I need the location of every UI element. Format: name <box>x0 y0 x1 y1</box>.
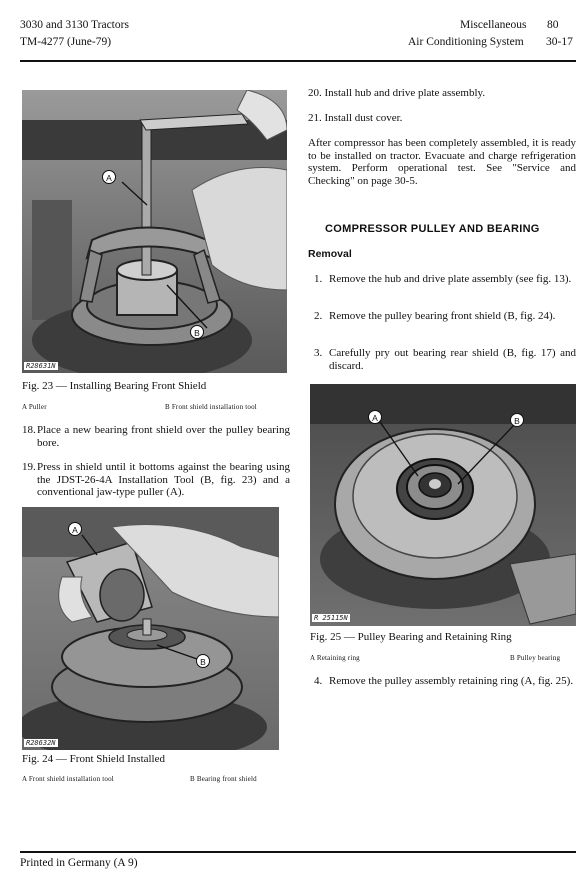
fig25-caption: Fig. 25 — Pulley Bearing and Retaining Ring <box>310 631 512 643</box>
fig25-legend-a: A Retaining ring <box>310 654 360 662</box>
fig25-photo <box>310 384 576 626</box>
header-section: Miscellaneous <box>460 19 527 31</box>
removal-step-2-text: Remove the pulley bearing front shield (B, fig. 24). <box>329 310 556 322</box>
step-18-number: 18. <box>22 424 36 436</box>
header-rule <box>20 60 576 62</box>
fig25-illustration <box>310 384 576 626</box>
removal-step-3-text: Carefully pry out bearing rear shield (B, fig. 17) and discard. <box>329 347 576 372</box>
header-model: 3030 and 3130 Tractors <box>20 19 129 31</box>
header-manual-id: TM-4277 (June-79) <box>20 36 112 48</box>
fig23-photo <box>22 90 287 373</box>
footer-text: Printed in Germany (A 9) <box>20 857 138 869</box>
fig24-legend-a: A Front shield installation tool <box>22 775 114 783</box>
fig25-photo-id: R 25115N <box>314 614 348 622</box>
step-20: 20. Install hub and drive plate assembly. <box>308 87 486 99</box>
fig23-illustration <box>22 90 287 373</box>
header-subsection: Air Conditioning System <box>408 36 524 48</box>
header-page-number: 80 <box>547 19 559 31</box>
fig25-callout-b: B <box>510 413 524 427</box>
fig24-callout-a: A <box>68 522 82 536</box>
removal-step-1-number: 1. <box>314 273 323 285</box>
step-18-text: Place a new bearing front shield over the pulley bearing bore. <box>37 424 290 449</box>
fig24-photo <box>22 507 279 750</box>
fig24-illustration <box>22 507 279 750</box>
fig23-callout-b: B <box>190 325 204 339</box>
fig24-photo-id: R28632N <box>26 739 56 747</box>
fig25-callout-a: A <box>368 410 382 424</box>
removal-step-4-text: Remove the pulley assembly retaining ring (A, fig. 25). <box>329 675 574 687</box>
subsection-title: Removal <box>308 248 352 260</box>
fig24-legend-b: B Bearing front shield <box>190 775 257 783</box>
fig24-caption: Fig. 24 — Front Shield Installed <box>22 753 165 765</box>
footer-rule <box>20 851 576 853</box>
fig23-photo-id: R28631N <box>26 362 56 370</box>
step-19-number: 19. <box>22 461 36 473</box>
section-title: COMPRESSOR PULLEY AND BEARING <box>325 223 540 235</box>
fig23-legend-b: B Front shield installation tool <box>165 403 257 411</box>
removal-step-3-number: 3. <box>314 347 323 359</box>
intro-paragraph: After compressor has been completely assembled, it is ready to be installed on tractor. Evacuate and charge refrigeration system. Perform operational test. See "Service and Checking" on page 30-5. <box>308 137 576 187</box>
fig25-legend-b: B Pulley bearing <box>510 654 561 662</box>
fig24-callout-b: B <box>196 654 210 668</box>
fig23-legend-a: A Puller <box>22 403 47 411</box>
step-19-text: Press in shield until it bottoms against the bearing using the JDST-26-4A Installation Tool (B, fig. 23) and a conventional jaw-type puller (A). <box>37 461 290 498</box>
fig23-caption: Fig. 23 — Installing Bearing Front Shield <box>22 380 207 392</box>
removal-step-1-text: Remove the hub and drive plate assembly (see fig. 13). <box>329 273 572 285</box>
header-section-page: 30-17 <box>546 36 573 48</box>
removal-step-2-number: 2. <box>314 310 323 322</box>
fig23-callout-a: A <box>102 170 116 184</box>
step-21: 21. Install dust cover. <box>308 112 403 124</box>
removal-step-4-number: 4. <box>314 675 323 687</box>
